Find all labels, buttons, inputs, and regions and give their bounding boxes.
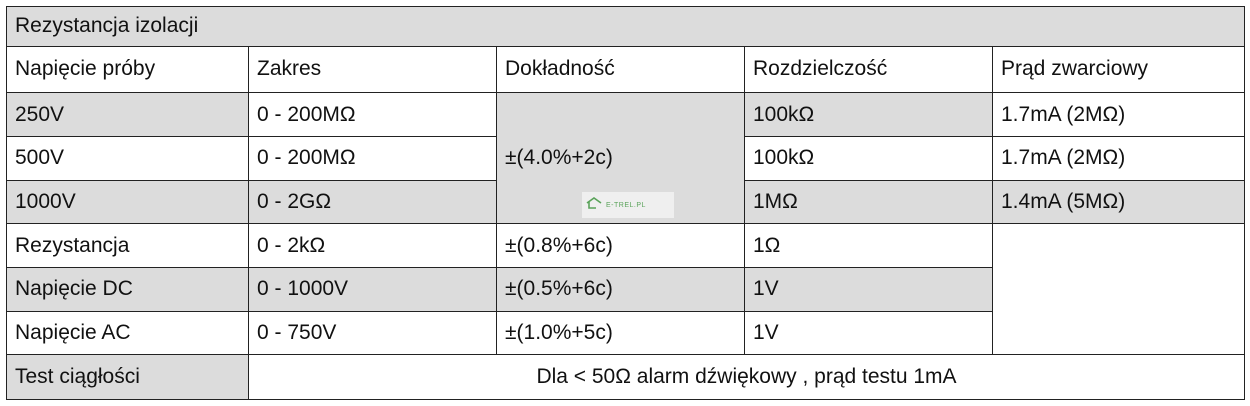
table-row	[7, 224, 1245, 268]
cell-accuracy: ±(0.8%+6c)	[497, 224, 745, 268]
cell-resolution: 1MΩ	[745, 180, 993, 224]
cell-short-current: 1.7mA (2MΩ)	[993, 93, 1245, 137]
cell-resolution: 100kΩ	[745, 93, 993, 137]
table-row	[7, 93, 1245, 137]
header-resolution: Rozdzielczość	[745, 46, 993, 93]
row-label: Rezystancja	[7, 224, 249, 268]
watermark	[582, 192, 674, 218]
cell-accuracy: ±(0.5%+6c)	[497, 267, 745, 311]
table-header-row	[7, 46, 1245, 93]
cell-resolution: 100kΩ	[745, 136, 993, 180]
cell-range: 0 - 2GΩ	[249, 180, 497, 224]
row-label: Napięcie AC	[7, 311, 249, 355]
cell-range: 0 - 2kΩ	[249, 224, 497, 268]
cell-accuracy-merged: ±(4.0%+2c)	[497, 93, 745, 224]
cell-range: 0 - 200MΩ	[249, 93, 497, 137]
cell-short-current: 1.4mA (5MΩ)	[993, 180, 1245, 224]
row-label: Napięcie DC	[7, 267, 249, 311]
table-title: Rezystancja izolacji	[7, 7, 1245, 47]
cell-accuracy: ±(1.0%+5c)	[497, 311, 745, 355]
header-accuracy: Dokładność	[497, 46, 745, 93]
cell-range: 0 - 200MΩ	[249, 136, 497, 180]
row-label: 1000V	[7, 180, 249, 224]
house-icon	[586, 196, 602, 214]
cell-short-current: 1.7mA (2MΩ)	[993, 136, 1245, 180]
header-range: Zakres	[249, 46, 497, 93]
cell-range: 0 - 750V	[249, 311, 497, 355]
cell-resolution: 1Ω	[745, 224, 993, 268]
cell-resolution: 1V	[745, 267, 993, 311]
header-test-voltage: Napięcie próby	[7, 46, 249, 93]
cell-empty-merged	[993, 224, 1245, 355]
table-title-row	[7, 7, 1245, 47]
cell-resolution: 1V	[745, 311, 993, 355]
watermark-text: E-TREL.PL	[606, 201, 646, 209]
cell-range: 0 - 1000V	[249, 267, 497, 311]
footer-text: Dla < 50Ω alarm dźwiękowy , prąd testu 1mA	[249, 355, 1245, 400]
header-short-circuit-current: Prąd zwarciowy	[993, 46, 1245, 93]
row-label: 500V	[7, 136, 249, 180]
footer-label: Test ciągłości	[7, 355, 249, 400]
table-footer-row	[7, 355, 1245, 400]
row-label: 250V	[7, 93, 249, 137]
